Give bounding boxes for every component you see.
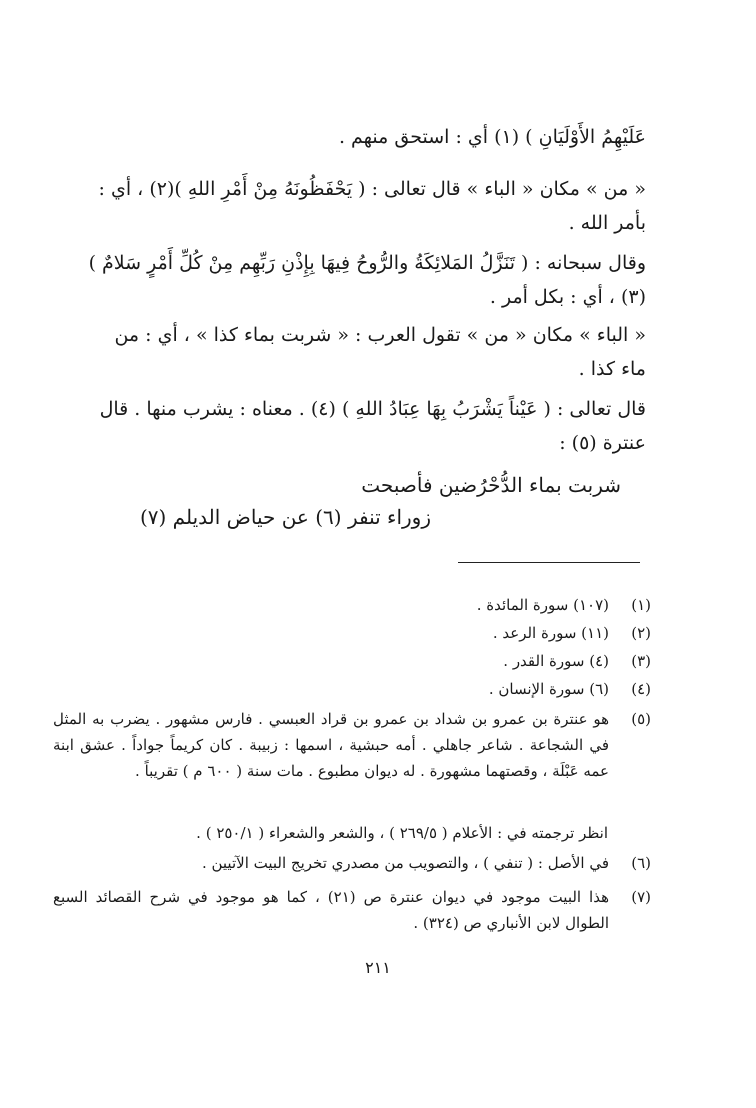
footnote-number: (١) <box>631 596 651 614</box>
footnote-number: (٥) <box>631 710 651 728</box>
footnote-separator <box>458 562 640 563</box>
paragraph-3: وقال سبحانه : ( تَنَزَّلُ المَلائِكَةُ والرُّوحُ فِيهَا بِإِذْنِ رَبِّهِم مِنْ كُلِّ أَمْرٍ سَلامٌ ) (٣) ، أي : بكل أمر . <box>88 252 646 308</box>
footnote-text: (١١) سورة الرعد . <box>492 624 609 642</box>
verse-second-hemistich: زوراء تنفر (٦) عن حياض الديلم (٧) <box>139 505 431 529</box>
footnote-number: (٦) <box>631 854 651 872</box>
footnote-text: هو عنترة بن عمرو بن شداد بن عمرو بن قراد العبسي . فارس مشهور . يضرب به المثل في الشجاعة . شاعر جاهلي . أمه حبشية ، اسمها : زبيبة . كان كريماً جواداً . عشق ابنة عمه عَبْلَة ، وقصتهما مشهورة . له ديوان مطبوع . مات سنة ( ٦٠٠ م ) تقريباً . <box>53 710 609 780</box>
footnote-text: في الأصل : ( تنفي ) ، والتصويب من مصدري تخريج البيت الآتيين . <box>201 854 609 872</box>
footnote-5-reference: انظر ترجمته في : الأعلام ( ٢٦٩/٥ ) ، والشعر والشعراء ( ٢٥٠/١ ) . <box>196 824 608 842</box>
footnote-text: هذا البيت موجود في ديوان عنترة ص (٢١) ، كما هو موجود في شرح القصائد السبع الطوال لابن الأنباري ص (٣٢٤) . <box>53 888 609 932</box>
paragraph-4: « الباء » مكان « من » تقول العرب : « شربت بماء كذا » ، أي : من ماء كذا . <box>114 324 646 380</box>
footnote-number: (٢) <box>631 624 651 642</box>
paragraph-5: قال تعالى : ( عَيْناً يَشْرَبُ بِهَا عِبَادُ اللهِ ) (٤) . معناه : يشرب منها . قال عنترة (٥) : <box>99 398 646 454</box>
page-number: ٢١١ <box>365 958 391 977</box>
footnote-number: (٤) <box>631 680 651 698</box>
footnote-text: (٦) سورة الإنسان . <box>488 680 609 698</box>
footnote-number: (٣) <box>631 652 651 670</box>
footnote-number: (٧) <box>631 888 651 906</box>
footnote-text: (١٠٧) سورة المائدة . <box>476 596 609 614</box>
paragraph-1: عَلَيْهِمُ الأَوْلَيَانِ ) (١) أي : استحق منهم . <box>338 126 646 148</box>
paragraph-2: « من » مكان « الباء » قال تعالى : ( يَحْفَظُونَهُ مِنْ أَمْرِ اللهِ )(٢) ، أي : بأمر الله . <box>98 178 646 234</box>
verse-first-hemistich: شربت بماء الدُّحْرُضين فأصبحت <box>361 473 621 497</box>
footnote-text: (٤) سورة القدر . <box>503 652 609 670</box>
